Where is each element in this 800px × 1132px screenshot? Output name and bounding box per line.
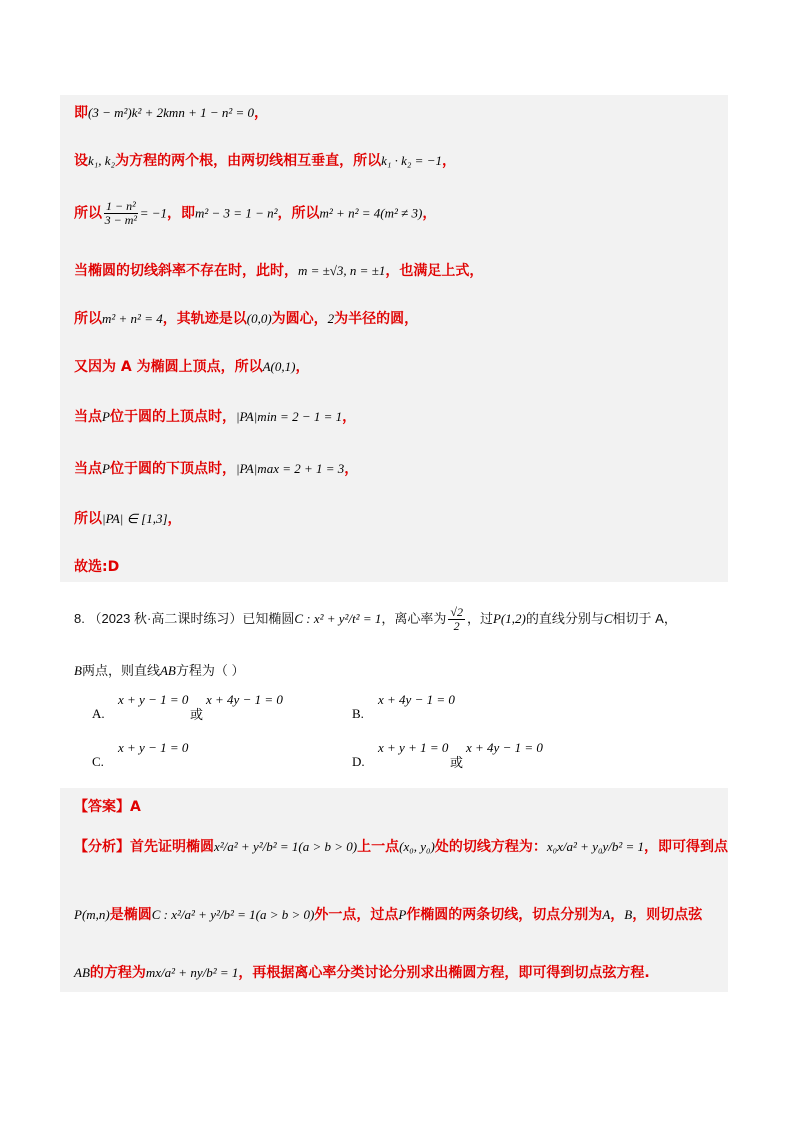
sol-line-4: 当椭圆的切线斜率不存在时，此时，m = ±√3, n = ±1，也满足上式， [74,263,484,279]
eccentricity-fraction: $\frac{√2}{2}$ [450,605,463,633]
question-8-line-2: B两点，则直线AB方程为（ ） [74,663,245,678]
answer-label: 【答案】A [74,799,141,815]
sol-line-6: 又因为 A 为椭圆上顶点，所以A(0,1)， [74,359,310,375]
sol-line-7: 当点P位于圆的上顶点时，|PA|min = 2 − 1 = 1， [74,409,357,425]
sol-line-2: 设k₁, k₂为方程的两个根，由两切线相互垂直，所以k₁ · k₂ = −1， [74,153,456,169]
sol-line-1: 即(3 − m²)k² + 2kmn + 1 − n² = 0， [74,105,269,121]
fraction: $\frac{\text{1 − n²}}{\text{3 − m²}}$ [104,199,138,227]
analysis-line-1: 【分析】首先证明椭圆x²/a² + y²/b² = 1(a > b > 0)上一点(x₀, y₀)处的切线方程为：x₀x/a² + y₀y/b² = 1，即可得到点 [74,839,729,855]
sol-line-8: 当点P位于圆的下顶点时，|PA|max = 2 + 1 = 3， [74,461,359,477]
sol-line-9: 所以|PA| ∈ [1,3]， [74,511,182,527]
analysis-line-3: AB的方程为mx/a² + ny/b² = 1，再根据离心率分类讨论分别求出椭圆方程，即可得到切点弦方程. [74,965,650,981]
question-8-line-1: 8. （2023 秋·高二课时练习）已知椭圆C : x² + y²/t² = 1，离心率为 $\frac{√2}{2}$ ，过P(1,2)的直线分别与C相切于 A， [74,605,677,633]
analysis-line-2: P(m,n)是椭圆C : x²/a² + y²/b² = 1(a > b > 0)外一点，过点P作椭圆的两条切线，切点分别为A，B，则切点弦 [74,907,703,923]
final-answer-text: 故选:D [74,559,120,575]
sol-line-3: 所以 $\frac{\text{1 − n²}}{\text{3 − m²}}$ = −1，即m² − 3 = 1 − n²，所以m² + n² = 4(m² ≠ 3)， [74,199,437,227]
sol-line-5: 所以m² + n² = 4，其轨迹是以(0,0)为圆心，2为半径的圆， [74,311,419,327]
